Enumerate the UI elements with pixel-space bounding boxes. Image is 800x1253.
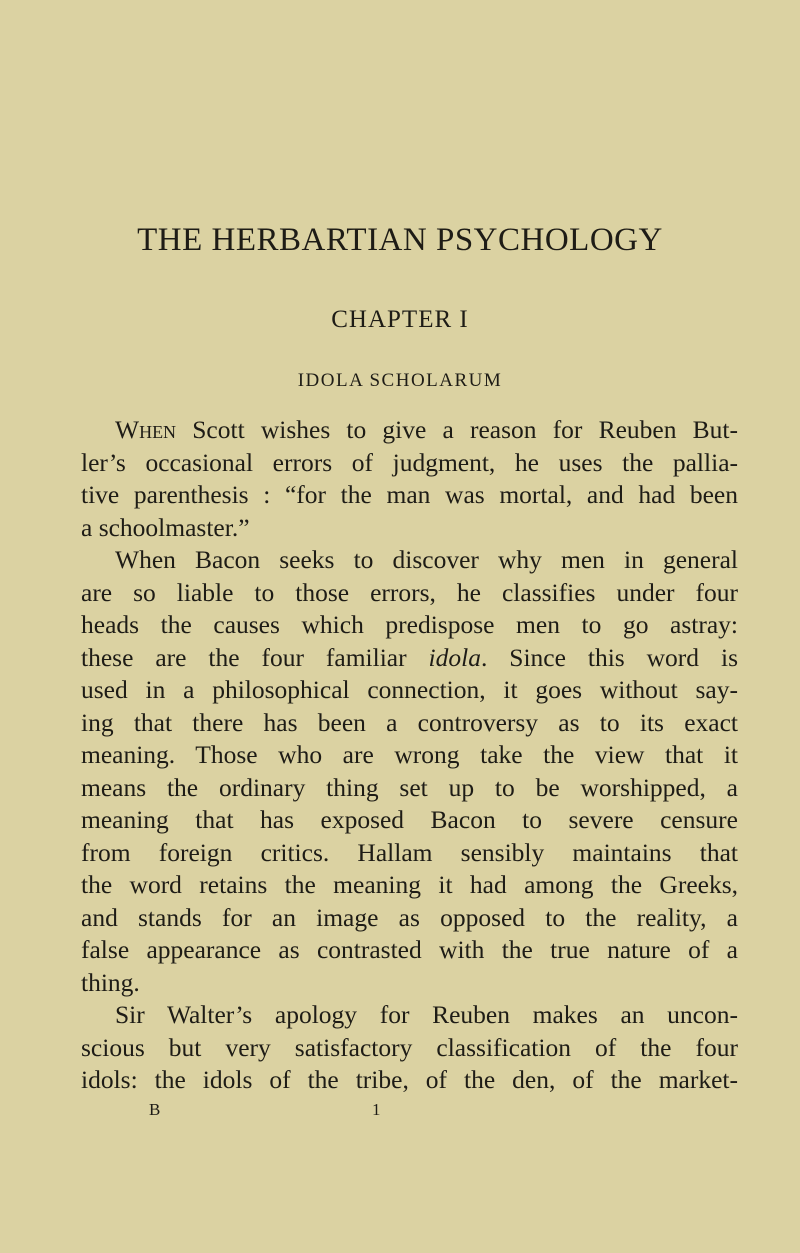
- text-line: heads the causes which predispose men to go astray:: [81, 610, 738, 639]
- text-line: meaning that has exposed Bacon to severe censure: [81, 805, 738, 834]
- text-line: a schoolmaster.”: [81, 512, 250, 542]
- text-line: Sir Walter’s apology for Reuben makes an uncon-: [115, 1000, 738, 1029]
- text-line: used in a philosophical connection, it goes without say-: [81, 675, 738, 704]
- text-line: idols: the idols of the tribe, of the den, of the market-: [81, 1065, 738, 1094]
- text-line: the word retains the meaning it had among the Greeks,: [81, 870, 738, 899]
- text-line: are so liable to those errors, he classifies under four: [81, 577, 738, 607]
- text-line: and stands for an image as opposed to the reality, a: [81, 902, 738, 932]
- signature-mark: B: [149, 1100, 161, 1119]
- text-line: these are the four familiar idola. Since this word is: [81, 642, 738, 672]
- chapter-subtitle: IDOLA SCHOLARUM: [297, 370, 503, 391]
- text-line: ler’s occasional errors of judgment, he uses the pallia-: [81, 447, 738, 477]
- text-line: tive parenthesis : “for the man was mortal, and had been: [81, 480, 738, 509]
- book-title: THE HERBARTIAN PSYCHOLOGY: [137, 222, 663, 258]
- text-line: thing.: [81, 967, 140, 997]
- text-line: [81, 414, 738, 447]
- italic-term: idola: [428, 642, 481, 672]
- text-line: scious but very satisfactory classification of the four: [81, 1032, 738, 1062]
- body-text: [81, 414, 738, 1097]
- text-line-rest: Scott wishes to give a reason for Reuben But-: [176, 415, 738, 444]
- text-line: means the ordinary thing set up to be worshipped, a: [81, 772, 738, 802]
- text-line: When Bacon seeks to discover why men in general: [115, 545, 738, 574]
- lead-word: When: [115, 415, 177, 444]
- text-line: ing that there has been a controversy as to its exact: [81, 707, 738, 737]
- chapter-heading: CHAPTER I: [331, 306, 469, 333]
- text-line: false appearance as contrasted with the true nature of a: [81, 935, 738, 964]
- page-number: 1: [372, 1100, 381, 1119]
- text-line: meaning. Those who are wrong take the view that it: [81, 740, 738, 769]
- text-line: from foreign critics. Hallam sensibly maintains that: [81, 837, 738, 867]
